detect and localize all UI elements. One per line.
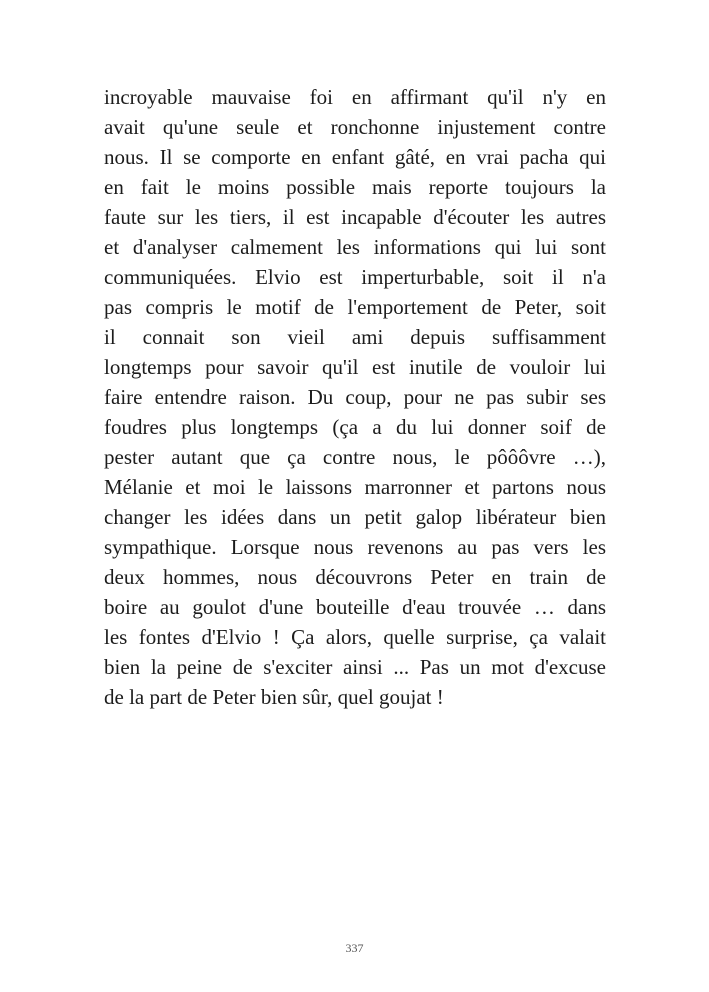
text-line: les fontes d'Elvio ! Ça alors, quelle surprise, ça valait bbox=[104, 625, 606, 649]
page-number: 337 bbox=[345, 941, 364, 955]
text-line: sympathique. Lorsque nous revenons au pas vers les bbox=[104, 535, 606, 559]
text-line: faute sur les tiers, il est incapable d'écouter les autres bbox=[104, 205, 606, 229]
text-line: foudres plus longtemps (ça a du lui donner soif de bbox=[104, 415, 606, 439]
text-line: incroyable mauvaise foi en affirmant qu'il n'y en bbox=[104, 85, 606, 109]
text-line: longtemps pour savoir qu'il est inutile de vouloir lui bbox=[104, 355, 606, 379]
text-line: faire entendre raison. Du coup, pour ne pas subir ses bbox=[104, 385, 606, 409]
text-line: il connait son vieil ami depuis suffisamment bbox=[104, 325, 606, 349]
text-line: changer les idées dans un petit galop libérateur bien bbox=[104, 505, 606, 529]
text-line: en fait le moins possible mais reporte toujours la bbox=[104, 175, 606, 199]
body-paragraph bbox=[104, 82, 606, 712]
text-line: pas compris le motif de l'emportement de Peter, soit bbox=[104, 295, 606, 319]
text-line: et d'analyser calmement les informations qui lui sont bbox=[104, 235, 606, 259]
text-line: pester autant que ça contre nous, le pôôôvre …), bbox=[104, 445, 606, 469]
text-line-last: de la part de Peter bien sûr, quel goujat ! bbox=[104, 685, 444, 709]
text-line: communiquées. Elvio est imperturbable, soit il n'a bbox=[104, 265, 606, 289]
text-line: boire au goulot d'une bouteille d'eau trouvée … dans bbox=[104, 595, 606, 619]
text-line: bien la peine de s'exciter ainsi ... Pas un mot d'excuse bbox=[104, 655, 606, 679]
text-line: deux hommes, nous découvrons Peter en train de bbox=[104, 565, 606, 589]
text-line: nous. Il se comporte en enfant gâté, en vrai pacha qui bbox=[104, 145, 606, 169]
text-line: avait qu'une seule et ronchonne injustement contre bbox=[104, 115, 606, 139]
text-line: Mélanie et moi le laissons marronner et partons nous bbox=[104, 475, 606, 499]
